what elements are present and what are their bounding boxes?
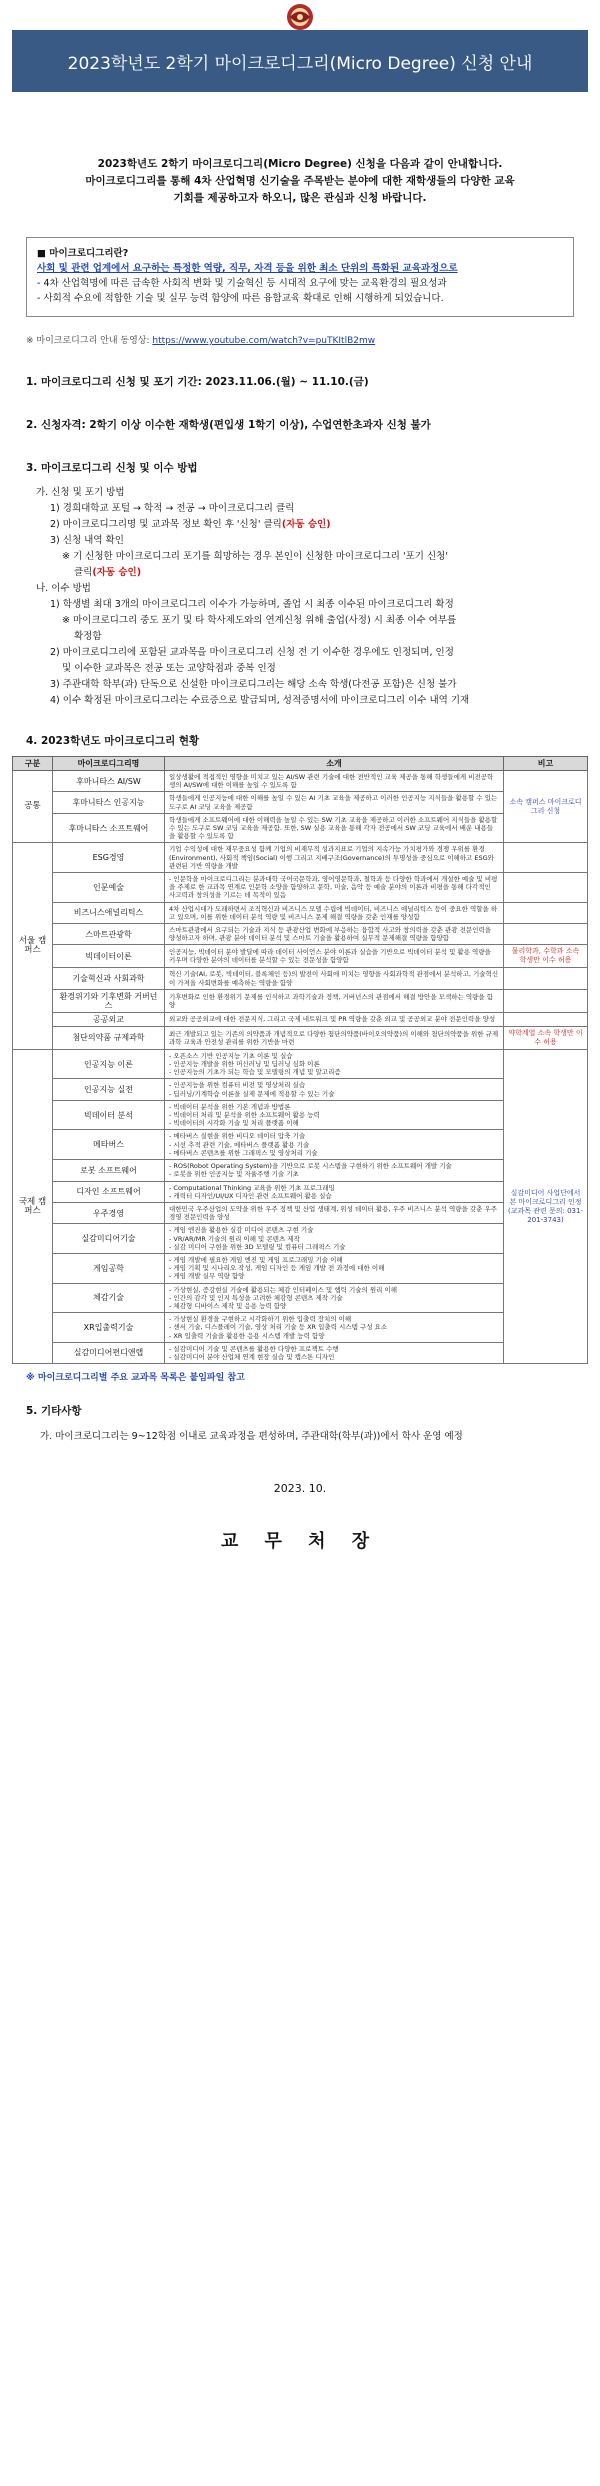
video-guide-link[interactable]: https://www.youtube.com/watch?v=puTKItlB2mw <box>152 336 376 346</box>
degree-description-cell: - 인공지능을 위한 컴퓨터 비전 및 영상처리 실습 - 딥러닝/기계학습 이론을 실제 문제에 적용할 수 있는 기술 <box>165 1079 504 1100</box>
remark-cell: 물리학과, 수학과 소속 학생만 이수 허용 <box>504 945 588 968</box>
table-header-row <box>13 757 588 771</box>
method-item: 나. 이수 방법 <box>36 583 91 594</box>
issue-date: 2023. 10. <box>273 1482 327 1496</box>
degree-name-cell: 메타버스 <box>53 1130 165 1160</box>
page-title: 2023학년도 2학기 마이크로디그리(Micro Degree) 신청 안내 <box>12 30 588 92</box>
auto-approval-text: (자동 승인) <box>281 519 331 530</box>
video-guide-label: ※ 마이크로디그리 안내 동영상: <box>26 336 153 346</box>
degree-name-cell: 인공지능 실전 <box>53 1079 165 1100</box>
remark-cell: 실감미디어 사업단에서 본 마이크로디그리 인정(교과목 관련 문의: 031-201-3743) <box>504 1049 588 1363</box>
degree-name-cell: 실감미디어편디앤랩 <box>53 1342 165 1363</box>
degree-name-cell: 환경위기와 기후변화 거버넌스 <box>53 989 165 1012</box>
table-row <box>13 1342 588 1363</box>
degree-name-cell: 스마트관광학 <box>53 924 165 945</box>
degree-name-cell: 빅데이터이론 <box>53 945 165 968</box>
table-row <box>13 1079 588 1100</box>
degree-description-cell: - 오픈소스 기반 인공지능 기초 이론 및 실습 - 인공지능 개발을 위한 머신러닝 및 딥러닝 심화 이론 - 인공지능의 기초가 되는 학습 및 모델링의 개념 및 알고리즘 <box>165 1049 504 1079</box>
table-footnote: ※ 마이크로디그리별 주요 교과목 목록은 붙임파일 참고 <box>26 1373 245 1384</box>
method-item <box>26 517 574 533</box>
section-period: 1. 마이크로디그리 신청 및 포기 기간: 2023.11.06.(월) ~ 11.10.(금) <box>26 376 369 388</box>
method-item: 2) 마이크로디그리에 포함된 교과목을 마이크로디그리 신청 전 기 이수한 경우에도 인정되며, 인정 <box>50 647 454 658</box>
degree-description-cell: - 가상현실 환경을 구현하고 시각화하기 위한 입출력 장치의 이해 - 센서 기술, 디스플레이 기술, 영상 처리 기술 등 XR 입출력 시스템 구성 요소 - XR 입출력 기술을 활용한 응용 시스템 개발 능력 함양 <box>165 1313 504 1343</box>
remark-cell <box>504 989 588 1012</box>
degree-description-cell: 대한민국 우주산업의 도약을 위한 우주 정책 및 산업 생태계, 위성 데이터 활용, 우주 비즈니스 분석 역량을 갖춘 우주경영 전문인력을 양성 <box>165 1202 504 1223</box>
signature: 교 무 처 장 <box>220 1531 380 1553</box>
degree-description-cell: 스마트관광에서 요구되는 기술과 지식 등 관광산업 변화에 부응하는 융합적 사고와 창의력을 갖춘 관광 전문인력을 양성하고자 하며, 관광 분야 데이터 분석 및 스마트 기술을 활용하여 실무적 문제해결 역량을 함양함 <box>165 924 504 945</box>
degree-description-cell: - 게임 엔진을 활용한 실감 미디어 콘텐츠 구현 기술 - VR/AR/MR 기술의 원리 이해 및 콘텐츠 제작 - 실감 미디어 구현을 위한 3D 모델링 및 컴퓨터 그래픽스 기술 <box>165 1224 504 1254</box>
degree-name-cell: 첨단의약품 규제과학 <box>53 1026 165 1049</box>
method-item: ※ 기 신청한 마이크로디그리 포기를 희망하는 경우 본인이 신청한 마이크로디그리 '포기 신청' <box>62 551 448 562</box>
method-item: 3) 주관대학 학부(과) 단독으로 신설한 마이크로디그리는 해당 소속 학생(다전공 포함)은 신청 불가 <box>50 679 457 690</box>
degree-name-cell: 비즈니스애널리틱스 <box>53 902 165 923</box>
table-row <box>13 1181 588 1202</box>
degree-description-cell: - 실감미디어 기술 및 콘텐츠를 활용한 다양한 프로젝트 수행 - 실감미디어 분야 산업체 연계 현장 실습 및 캡스톤 디자인 <box>165 1342 504 1363</box>
auto-approval-text: (자동 승인) <box>92 567 142 578</box>
table-row <box>13 873 588 903</box>
degree-description-cell: 일상생활에 적접적인 영향을 미치고 있는 AI/SW 관련 기술에 대한 전반적인 교육 제공을 통해 학생들에게 비전공학생의 AI/SW에 대한 이해를 높일 수 있도록 함 <box>165 771 504 792</box>
degree-name-cell: 빅데이터 분석 <box>53 1100 165 1130</box>
method-item: 가. 신청 및 포기 방법 <box>36 487 125 498</box>
table-row <box>13 1224 588 1254</box>
degree-name-cell: 디자인 소프트웨어 <box>53 1181 165 1202</box>
method-list <box>26 485 574 709</box>
degree-name-cell: 체감기술 <box>53 1283 165 1313</box>
degree-name-cell: XR입출력기술 <box>53 1313 165 1343</box>
table-row <box>13 813 588 843</box>
definition-line: - 4차 산업혁명에 따른 급속한 사회적 변화 및 기술혁신 등 시대적 요구에 맞는 교육환경의 필요성과 <box>37 278 447 289</box>
method-item: 1) 경희대학교 포털 → 학적 → 전공 → 마이크로디그리 클릭 <box>50 503 295 514</box>
degree-name-cell: 게임공학 <box>53 1253 165 1283</box>
method-item: 4) 이수 확정된 마이크로디그리는 수료증으로 발급되며, 성적증명서에 마이크로디그리 이수 내역 기재 <box>50 695 470 706</box>
degree-description-cell: - 인문학을 마이크로디그리는 분과대학 국어국문학과, 영어영문학과, 철학과 등 다양한 학과에서 개설한 예술 및 비평을 주제로 한 교과목 연계로 인문학 소양을 함양하고 문학, 미술, 음악 등 예술 분야의 이론과 비평을 통해 다각적인 사고력과 창의성을 기르는 데 목적이 있음 <box>165 873 504 903</box>
degree-description-cell: - 빅데이터 분석을 위한 기본 개념과 방법론 - 빅데이터 처리 및 분석을 위한 소프트웨어 활용 능력 - 빅데이터의 시각화 기술 및 처리 플랫폼 이해 <box>165 1100 504 1130</box>
remark-cell <box>504 1012 588 1026</box>
micro-degree-table <box>12 756 588 1364</box>
method-item: 3) 신청 내역 확인 <box>50 535 124 546</box>
degree-description-cell: 외교와 공공외교에 대한 전문지식, 그리고 국제 네트워크 및 PR 역량을 갖춘 외교 및 공공외교 분야 전문인력을 양성 <box>165 1012 504 1026</box>
method-item <box>26 565 574 581</box>
remark-cell: 소속 캠퍼스 마이크로디그리 신청 <box>504 771 588 843</box>
section-etc-body: 가. 마이크로디그리는 9~12학점 이내로 교육과정을 편성하며, 주관대학(학부(과))에서 학사 운영 예정 <box>40 1431 463 1443</box>
video-guide <box>26 333 574 346</box>
section-method-title: 3. 마이크로디그리 신청 및 이수 방법 <box>26 462 198 474</box>
method-item: 및 이수한 교과목은 전공 또는 교양학점과 중복 인정 <box>62 663 276 674</box>
definition-heading: ■ 마이크로디그리란? <box>37 248 129 259</box>
intro-line: 2023학년도 2학기 마이크로디그리(Micro Degree) 신청을 다음과 같이 안내합니다. <box>97 158 503 170</box>
definition-line: 사회 및 관련 업계에서 요구하는 특정한 역량, 직무, 자격 등을 위한 최소 단위의 특화된 교육과정으로 <box>37 263 458 274</box>
degree-description-cell: 학생들에게 소프트웨어에 대한 이해력을 높일 수 있는 SW 기초 교육을 제공하고 이러한 소프트웨어 지식들을 활용할 수 있는 도구로 SW 코딩 교육을 제공함. 또한, SW 실용 교육을 통해 각자 전공에서 SW 코딩 교육에서 배운 내용들을 활용할 수 있도록 함 <box>165 813 504 843</box>
table-row <box>13 771 588 792</box>
remark-cell <box>504 902 588 923</box>
university-emblem-icon <box>276 2 324 32</box>
intro-line: 마이크로디그리를 통해 4차 산업혁명 신기술을 주목받는 분야에 대한 재학생들의 다양한 교육 <box>85 175 515 187</box>
degree-description-cell: - Computational Thinking 교육을 위한 기초 프로그래밍 - 캐릭터 디자인/UI/UX 디자인 관련 소프트웨어 활용 실습 <box>165 1181 504 1202</box>
table-row <box>13 1130 588 1160</box>
column-header: 비고 <box>504 757 588 771</box>
degree-name-cell: 후마니타스 인공지능 <box>53 792 165 813</box>
method-text: 2) 마이크로디그리명 및 교과목 정보 확인 후 '신청' 클릭 <box>50 519 282 530</box>
category-cell: 서울 캠퍼스 <box>13 843 53 1049</box>
degree-description-cell: 기후변화로 인한 환경위기 문제를 인식하고 과학기술과 정책, 거버넌스의 관점에서 해결 방안을 모색하는 역량을 함양 <box>165 989 504 1012</box>
degree-description-cell: 혁신 기술(AI, 로봇, 빅데이터, 블록체인 등)의 발전이 사회에 미치는 영향을 사회과학적 관점에서 분석하고, 기술혁신이 가져올 사회변화를 예측하는 역량을 함양 <box>165 968 504 989</box>
column-header: 구분 <box>13 757 53 771</box>
table-row <box>13 924 588 945</box>
degree-name-cell: 기술혁신과 사회과학 <box>53 968 165 989</box>
intro-line: 기회를 제공하고자 하오니, 많은 관심과 신청 바랍니다. <box>173 192 427 204</box>
remark-cell <box>504 873 588 903</box>
table-row <box>13 1160 588 1181</box>
degree-description-cell: - 메타버스 실현을 위한 비디오 데이터 압축 기술 - 시선 추적 관련 기술, 메타버스 플랫폼 활용 기술 - 메타버스 콘텐츠를 위한 그래픽스 및 영상처리 기술 <box>165 1130 504 1160</box>
section-eligibility: 2. 신청자격: 2학기 이상 이수한 재학생(편입생 1학기 이상), 수업연한초과자 신청 불가 <box>26 419 431 431</box>
table-row <box>13 1202 588 1223</box>
table-row <box>13 989 588 1012</box>
method-item: ※ 마이크로디그리 중도 포기 및 타 학사제도와의 연계신청 위해 출업(사정) 시 최종 이수 여부를 <box>62 615 457 626</box>
micro-degree-definition-box <box>26 237 574 317</box>
table-row <box>13 792 588 813</box>
remark-cell <box>504 968 588 989</box>
degree-name-cell: ESG경영 <box>53 843 165 873</box>
method-text: 클릭 <box>74 567 93 578</box>
intro-text <box>30 156 570 207</box>
remark-cell: 약학계열 소속 학생만 이수 허용 <box>504 1026 588 1049</box>
degree-description-cell: - 가상현실, 증강현실 기술에 활용되는 체감 인터페이스 및 햅틱 기술의 원리 이해 - 인간의 감각 및 인지 특성을 고려한 체감형 콘텐츠 제작 기술 - 체감형 디바이스 제작 및 응용 능력 함양 <box>165 1283 504 1313</box>
column-header: 소개 <box>165 757 504 771</box>
degree-name-cell: 우주경영 <box>53 1202 165 1223</box>
section-etc-title: 5. 기타사항 <box>26 1405 82 1418</box>
table-row <box>13 1283 588 1313</box>
degree-name-cell: 공공외교 <box>53 1012 165 1026</box>
table-row <box>13 902 588 923</box>
degree-description-cell: 기업 수익성에 대한 재무중요성 함께 기업의 비재무적 성과지표로 기업의 지속가능 가치평가와 경쟁 우위를 환경(Environment), 사회적 책임(Social) 이행 그리고 지배구조(Governance)의 투명성을 중심으로 이해하고 ESG와 관련된 기반 역량을 개발 <box>165 843 504 873</box>
degree-name-cell: 실감미디어기술 <box>53 1224 165 1254</box>
table-row <box>13 1026 588 1049</box>
table-body <box>13 771 588 1364</box>
top-band <box>0 0 600 30</box>
degree-name-cell: 인공지능 이론 <box>53 1049 165 1079</box>
category-cell: 공통 <box>13 771 53 843</box>
column-header: 마이크로디그리명 <box>53 757 165 771</box>
degree-description-cell: 최근 개발되고 있는 기존의 의약품과 개념적으로 다양한 첨단의약품(바이오의약품)의 이해와 첨단의약품을 위한 규제과학 교육과 안전성 관리를 위한 기반을 마련 <box>165 1026 504 1049</box>
table-row <box>13 1100 588 1130</box>
degree-description-cell: 4차 산업시대가 도래하면서 조직혁신과 비즈니스 모델 수립에 빅데이터, 비즈니스 애널리틱스 등이 중요한 역할을 하고 있으며, 이를 위한 데이터 분석 역량 및 비즈니스 문제 해결 역량을 갖춘 인재를 양성함 <box>165 902 504 923</box>
table-row <box>13 1313 588 1343</box>
degree-description-cell: 인공지능, 빅데이터 분야 발달에 따라 데이터 사이언스 분야 이론과 실습을 기반으로 빅데이터 분석 및 활용 역량을 키우며 다양한 분야의 데이터를 분석할 수 있는 전문성을 함양함 <box>165 945 504 968</box>
table-row <box>13 843 588 873</box>
degree-description-cell: - ROS(Robot Operating System)을 기반으로 로봇 시스템을 구현하기 위한 소프트웨어 개발 기술 - 로봇을 위한 인공지능 및 자율주행 기술 기초 <box>165 1160 504 1181</box>
definition-line: - 사회적 수요에 적합한 기술 및 실무 능력 함양에 따른 융합교육 확대로 인해 시행하게 되었습니다. <box>37 293 444 304</box>
section-status-title: 4. 2023학년도 마이크로디그리 현황 <box>26 735 200 747</box>
table-row <box>13 1253 588 1283</box>
table-row <box>13 968 588 989</box>
method-item: 1) 학생별 최대 3개의 마이크로디그리 이수가 가능하며, 졸업 시 최종 이수된 마이크로디그리 확정 <box>50 599 454 610</box>
table-row <box>13 1012 588 1026</box>
degree-description-cell: - 게임 개발에 필요한 게임 엔진 및 게임 프로그래밍 기술 이해 - 게임 기획 및 시나리오 작성, 게임 디자인 등 게임 개발 전 과정에 대한 이해 - 게임 개발 실무 역량 함양 <box>165 1253 504 1283</box>
table-row <box>13 945 588 968</box>
degree-name-cell: 후마니타스 AI/SW <box>53 771 165 792</box>
degree-name-cell: 인문예술 <box>53 873 165 903</box>
table-row <box>13 1049 588 1079</box>
degree-name-cell: 로봇 소프트웨어 <box>53 1160 165 1181</box>
remark-cell <box>504 843 588 873</box>
method-item: 확정함 <box>74 631 102 642</box>
degree-name-cell: 후마니타스 소프트웨어 <box>53 813 165 843</box>
category-cell: 국제 캠퍼스 <box>13 1049 53 1363</box>
degree-description-cell: 학생들에게 인공지능에 대한 이해를 높일 수 있는 AI 기초 교육을 제공하고 이러한 인공지능 지식들을 활용할 수 있는 도구로 AI 코딩 교육을 제공함 <box>165 792 504 813</box>
remark-cell <box>504 924 588 945</box>
